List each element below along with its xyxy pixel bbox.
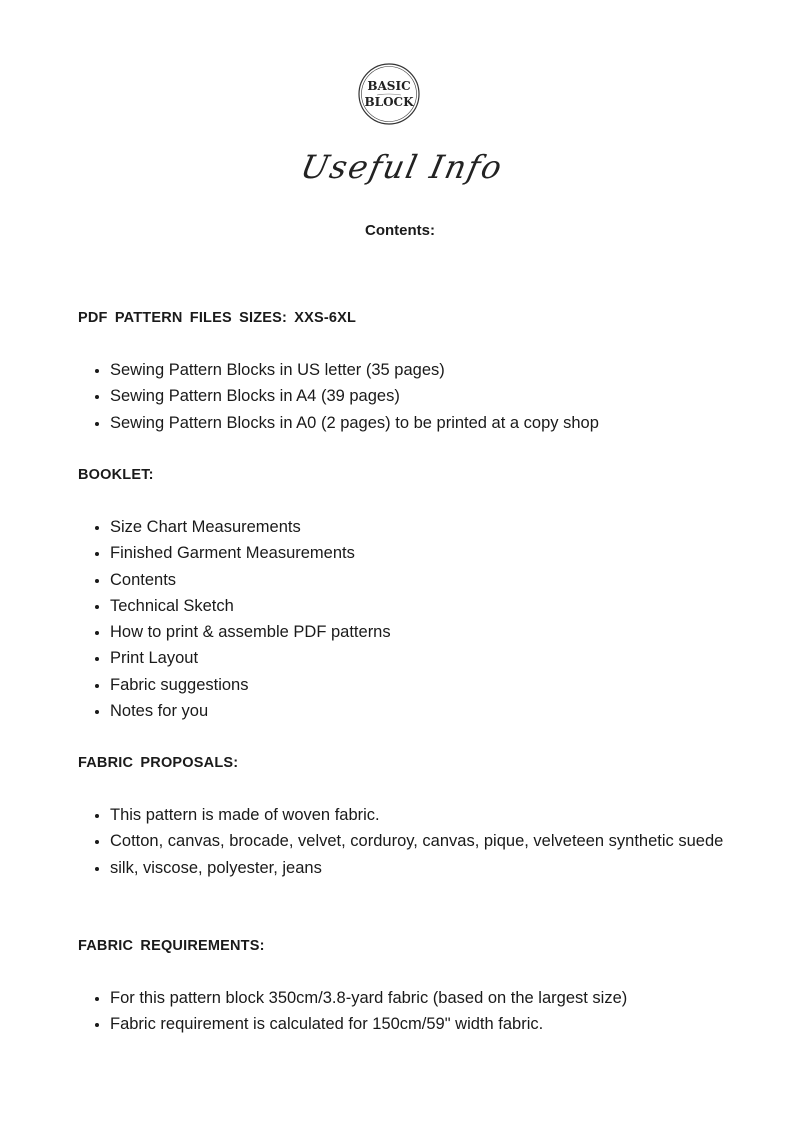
list-fabric-requirements bbox=[78, 985, 800, 1038]
list-item: • This pattern is made of woven fabric. bbox=[110, 802, 800, 828]
list-fabric-proposals bbox=[78, 802, 800, 881]
page-title: Useful Info bbox=[297, 148, 507, 186]
list-item: • Print Layout bbox=[110, 645, 800, 671]
section-heading-pdf-files: PDF PATTERN FILES SIZES: XXS-6XL bbox=[78, 310, 357, 326]
logo-line-2: BLOCK bbox=[364, 95, 414, 109]
list-item: • Sewing Pattern Blocks in US letter (35 pages) bbox=[110, 357, 800, 383]
brand-logo bbox=[357, 62, 421, 126]
list-item: • Sewing Pattern Blocks in A0 (2 pages) to be printed at a copy shop bbox=[110, 410, 800, 436]
list-item: • Fabric suggestions bbox=[110, 672, 800, 698]
list-item: • How to print & assemble PDF patterns bbox=[110, 619, 800, 645]
list-item: • Fabric requirement is calculated for 150cm/59" width fabric. bbox=[110, 1011, 800, 1037]
list-item: • Contents bbox=[110, 567, 800, 593]
list-item: • Finished Garment Measurements bbox=[110, 540, 800, 566]
page-title-script bbox=[280, 140, 520, 200]
list-pdf-files bbox=[78, 357, 800, 436]
list-item: • Technical Sketch bbox=[110, 593, 800, 619]
list-item: • silk, viscose, polyester, jeans bbox=[110, 855, 800, 881]
contents-label: Contents: bbox=[365, 222, 435, 239]
list-item: • Notes for you bbox=[110, 698, 800, 724]
list-item: • For this pattern block 350cm/3.8-yard fabric (based on the largest size) bbox=[110, 985, 800, 1011]
logo-line-1: BASIC bbox=[367, 79, 411, 93]
list-booklet bbox=[78, 514, 800, 724]
list-item: • Size Chart Measurements bbox=[110, 514, 800, 540]
list-item: • Cotton, canvas, brocade, velvet, corduroy, canvas, pique, velveteen synthetic suede bbox=[110, 828, 800, 854]
section-heading-booklet: BOOKLET: bbox=[78, 467, 154, 483]
list-item: • Sewing Pattern Blocks in A4 (39 pages) bbox=[110, 383, 800, 409]
section-heading-fabric-proposals: FABRIC PROPOSALS: bbox=[78, 755, 239, 771]
section-heading-fabric-requirements: FABRIC REQUIREMENTS: bbox=[78, 938, 265, 954]
